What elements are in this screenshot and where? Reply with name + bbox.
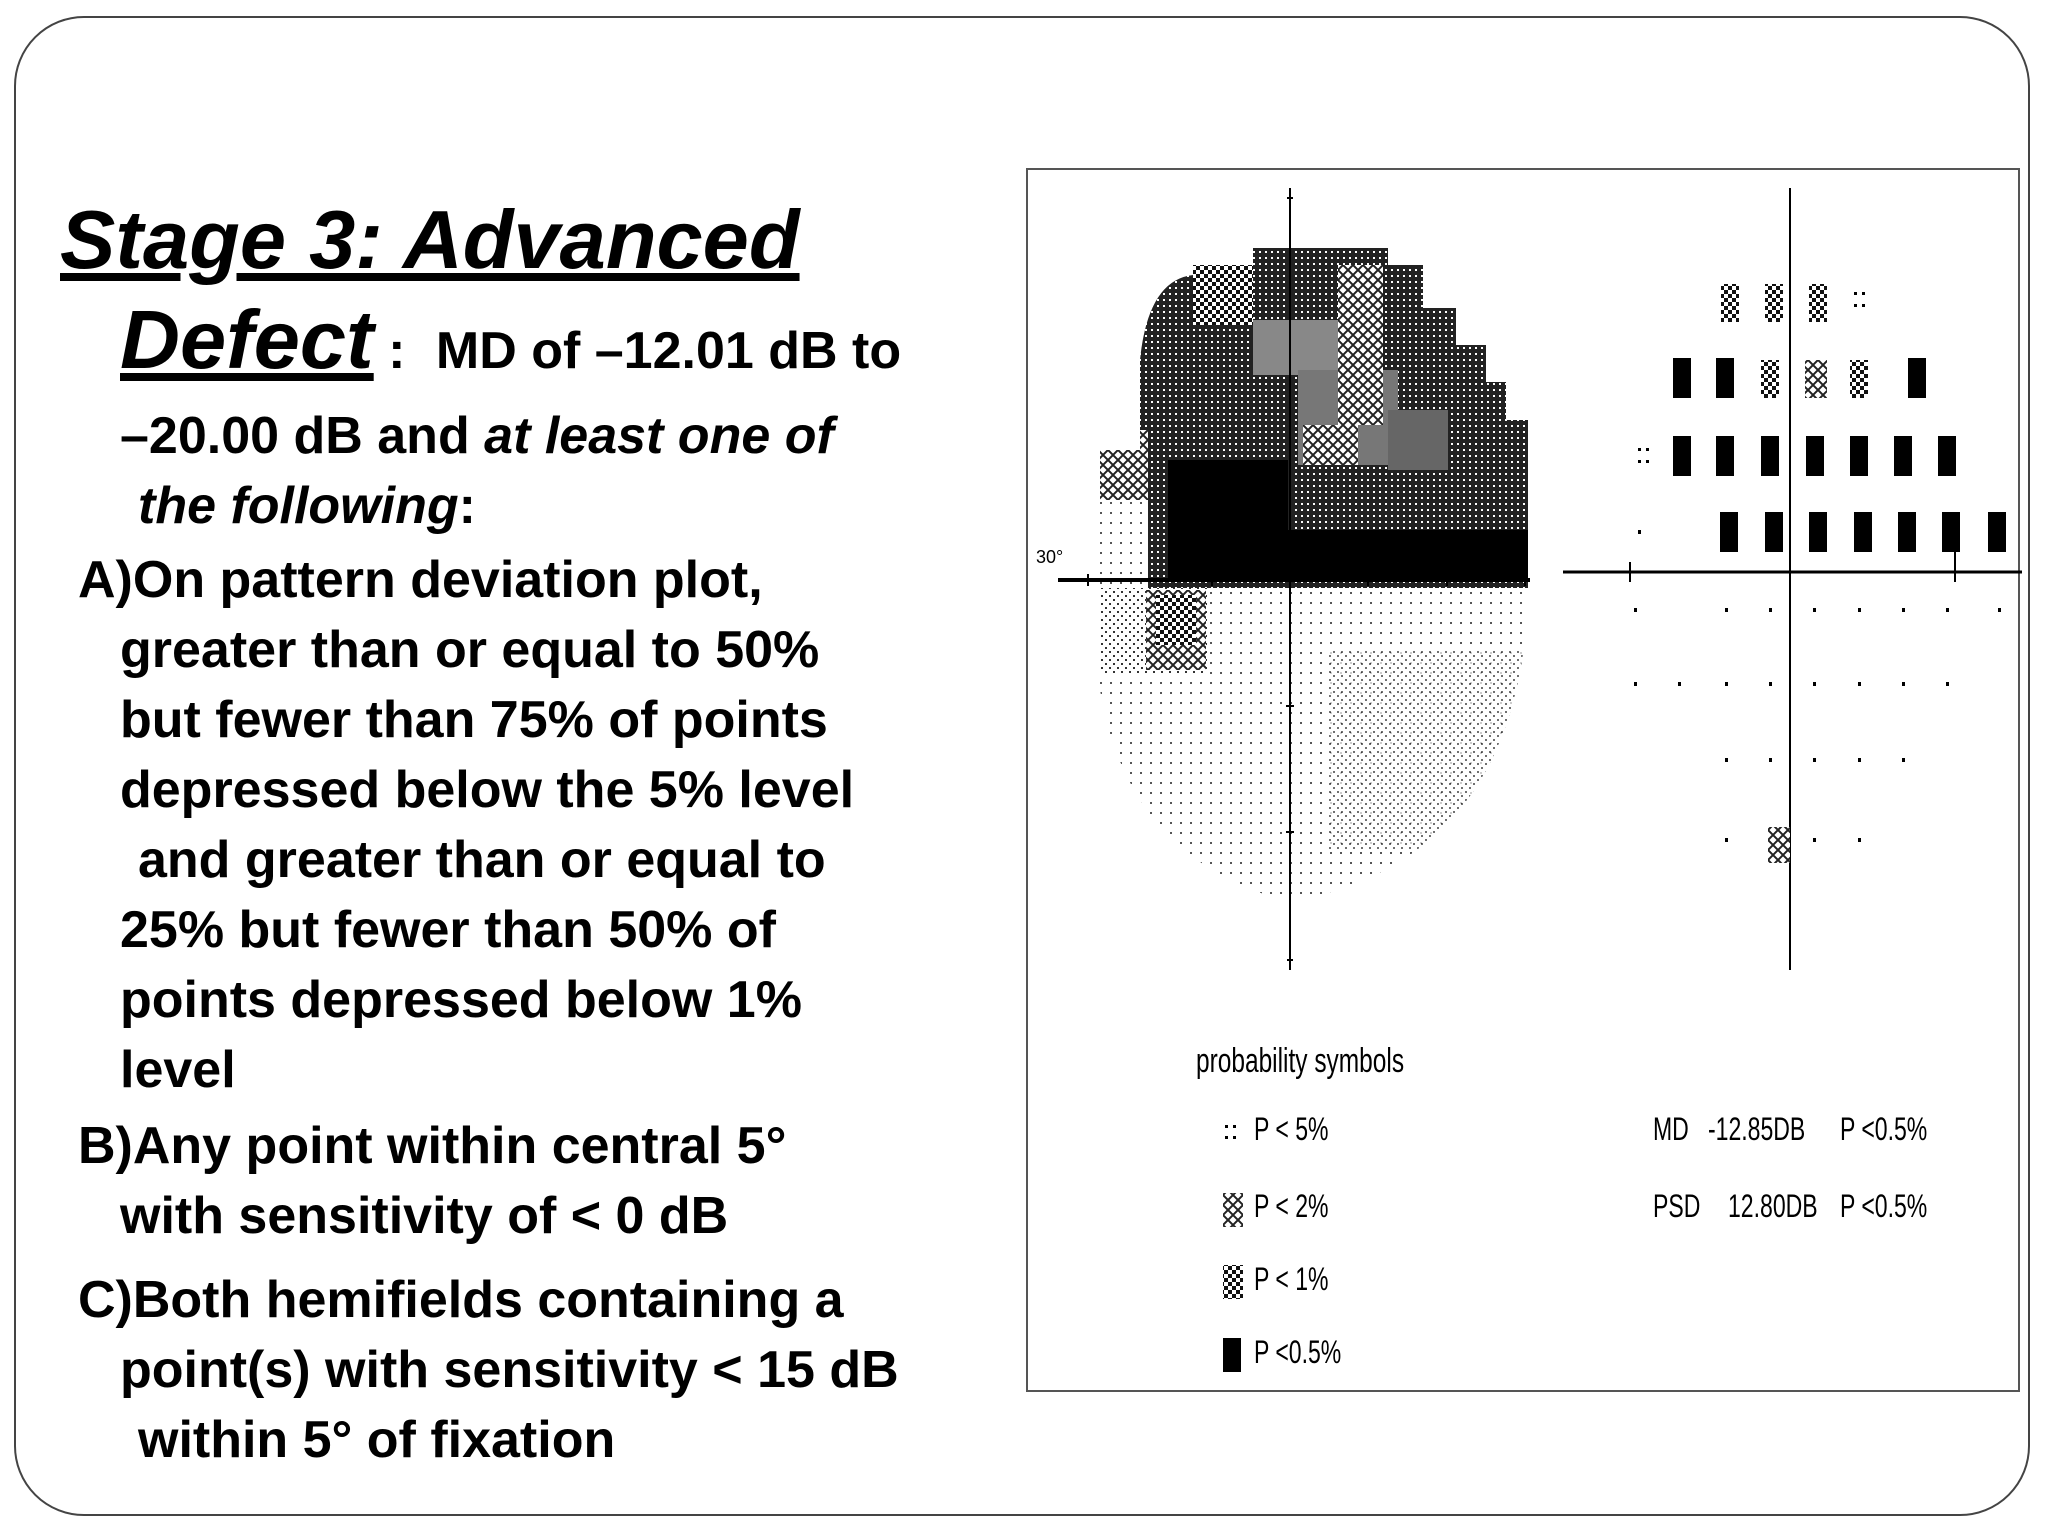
lower-hemifield	[1088, 585, 1538, 915]
criterion-a-line: depressed below the 5% level	[120, 761, 855, 819]
criterion-c-line: C)Both hemifields containing a	[78, 1271, 844, 1329]
legend-title: probability symbols	[1196, 1042, 1405, 1081]
psd-p: P <0.5%	[1840, 1188, 1928, 1224]
legend-label-2: P < 2%	[1254, 1188, 1329, 1224]
criterion-a-line: points depressed below 1%	[120, 971, 802, 1029]
pattern-deviation-checker-symbols	[1721, 284, 1868, 398]
pattern-deviation-solid-symbols	[1673, 358, 2006, 552]
right-plot-axes	[1563, 188, 2022, 970]
criterion-c-line: within 5° of fixation	[138, 1411, 616, 1469]
slide-title-line2	[120, 290, 1020, 401]
criterion-a-line: but fewer than 75% of points	[120, 691, 828, 749]
md-range-3-end: :	[458, 477, 476, 535]
visual-field-svg	[1028, 170, 2022, 1394]
md-range-line2	[120, 401, 1020, 471]
criterion-c-line: point(s) with sensitivity < 15 dB	[120, 1341, 899, 1399]
psd-value: 12.80DB	[1728, 1188, 1818, 1224]
slide-text	[60, 190, 1020, 1475]
criterion-b-line: with sensitivity of < 0 dB	[120, 1187, 729, 1245]
criterion-a-line: greater than or equal to 50%	[120, 621, 820, 679]
legend-symbols	[1196, 1042, 1404, 1372]
criterion-a-line: A)On pattern deviation plot,	[78, 551, 763, 609]
criterion-a-line: 25% but fewer than 50% of	[120, 901, 776, 959]
md-range-3-italic: the following	[138, 477, 459, 535]
axis-label-30: 30°	[1036, 547, 1064, 567]
criterion-b-line: B)Any point within central 5°	[78, 1117, 787, 1175]
md-range-line3	[138, 471, 1020, 541]
global-indices	[1653, 1111, 1927, 1224]
upper-hemifield	[1088, 240, 1538, 588]
criterion-a-line: level	[120, 1041, 236, 1099]
md-label: MD	[1653, 1111, 1689, 1147]
md-p: P <0.5%	[1840, 1111, 1928, 1147]
legend-label-1: P < 1%	[1254, 1261, 1329, 1297]
psd-label: PSD	[1653, 1188, 1701, 1224]
md-range-2: –20.00 dB and	[120, 407, 485, 465]
md-range-1: MD of –12.01 dB to	[435, 322, 902, 380]
slide-title-line1: Stage 3: Advanced	[60, 193, 800, 286]
legend-label-0-5: P <0.5%	[1254, 1334, 1342, 1370]
slide-title-defect: Defect	[120, 293, 374, 386]
visual-field-figure	[1026, 168, 2020, 1392]
title-colon: :	[373, 322, 420, 380]
legend-label-5: P < 5%	[1254, 1111, 1329, 1147]
md-value: -12.85DB	[1708, 1111, 1806, 1147]
md-range-2-italic: at least one of	[484, 407, 834, 465]
criterion-a-line: and greater than or equal to	[138, 831, 826, 889]
pattern-deviation-cross-symbols	[1768, 360, 1827, 863]
